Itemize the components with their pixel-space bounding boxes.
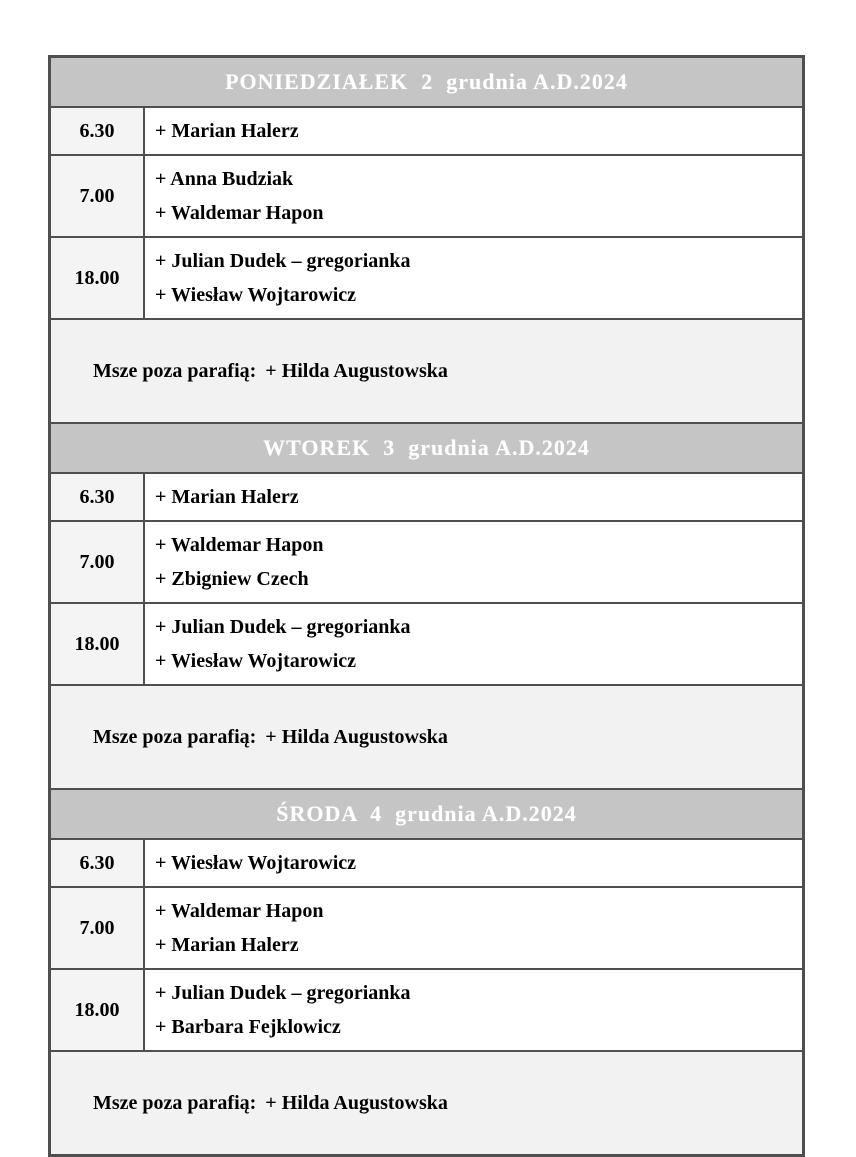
note-label: Msze poza parafią: (93, 726, 257, 748)
mass-time: 6.30 (51, 840, 145, 886)
intention: + Julian Dudek – gregorianka (155, 616, 411, 638)
mass-row (51, 474, 802, 522)
mass-row (51, 840, 802, 888)
intention: + Waldemar Hapon (155, 202, 324, 224)
mass-time: 6.30 (51, 474, 145, 520)
note-value: + Hilda Augustowska (265, 360, 448, 382)
mass-time: 7.00 (51, 522, 145, 602)
day-header-tuesday: WTOREK 3 grudnia A.D.2024 (51, 424, 802, 474)
intention: + Wiesław Wojtarowicz (155, 852, 357, 874)
intention: + Marian Halerz (155, 120, 299, 142)
mass-intentions (145, 156, 802, 236)
mass-row (51, 108, 802, 156)
outside-parish-note (51, 320, 802, 424)
mass-row (51, 604, 802, 686)
mass-intentions (145, 238, 802, 318)
mass-row (51, 238, 802, 320)
intention: + Julian Dudek – gregorianka (155, 982, 411, 1004)
mass-schedule-table (48, 55, 805, 1157)
mass-time: 7.00 (51, 156, 145, 236)
note-label: Msze poza parafią: (93, 1092, 257, 1114)
mass-intentions (145, 888, 802, 968)
day-header-monday: PONIEDZIAŁEK 2 grudnia A.D.2024 (51, 58, 802, 108)
day-header-wednesday: ŚRODA 4 grudnia A.D.2024 (51, 790, 802, 840)
note-label: Msze poza parafią: (93, 360, 257, 382)
intention: + Julian Dudek – gregorianka (155, 250, 411, 272)
mass-intentions (145, 970, 802, 1050)
intention: + Waldemar Hapon (155, 534, 324, 556)
outside-parish-note (51, 686, 802, 790)
intention: + Marian Halerz (155, 486, 299, 508)
mass-time: 18.00 (51, 604, 145, 684)
note-value: + Hilda Augustowska (265, 1092, 448, 1114)
mass-row (51, 970, 802, 1052)
mass-time: 18.00 (51, 238, 145, 318)
mass-intentions (145, 474, 802, 520)
mass-intentions (145, 108, 802, 154)
intention: + Wiesław Wojtarowicz (155, 650, 357, 672)
intention: + Anna Budziak (155, 168, 294, 190)
mass-row (51, 888, 802, 970)
intention: + Wiesław Wojtarowicz (155, 284, 357, 306)
intention: + Barbara Fejklowicz (155, 1016, 341, 1038)
mass-intentions (145, 522, 802, 602)
mass-time: 7.00 (51, 888, 145, 968)
intention: + Waldemar Hapon (155, 900, 324, 922)
mass-row (51, 522, 802, 604)
mass-intentions (145, 604, 802, 684)
outside-parish-note (51, 1052, 802, 1154)
note-value: + Hilda Augustowska (265, 726, 448, 748)
mass-time: 6.30 (51, 108, 145, 154)
mass-intentions (145, 840, 802, 886)
mass-row (51, 156, 802, 238)
intention: + Zbigniew Czech (155, 568, 309, 590)
intention: + Marian Halerz (155, 934, 299, 956)
mass-time: 18.00 (51, 970, 145, 1050)
